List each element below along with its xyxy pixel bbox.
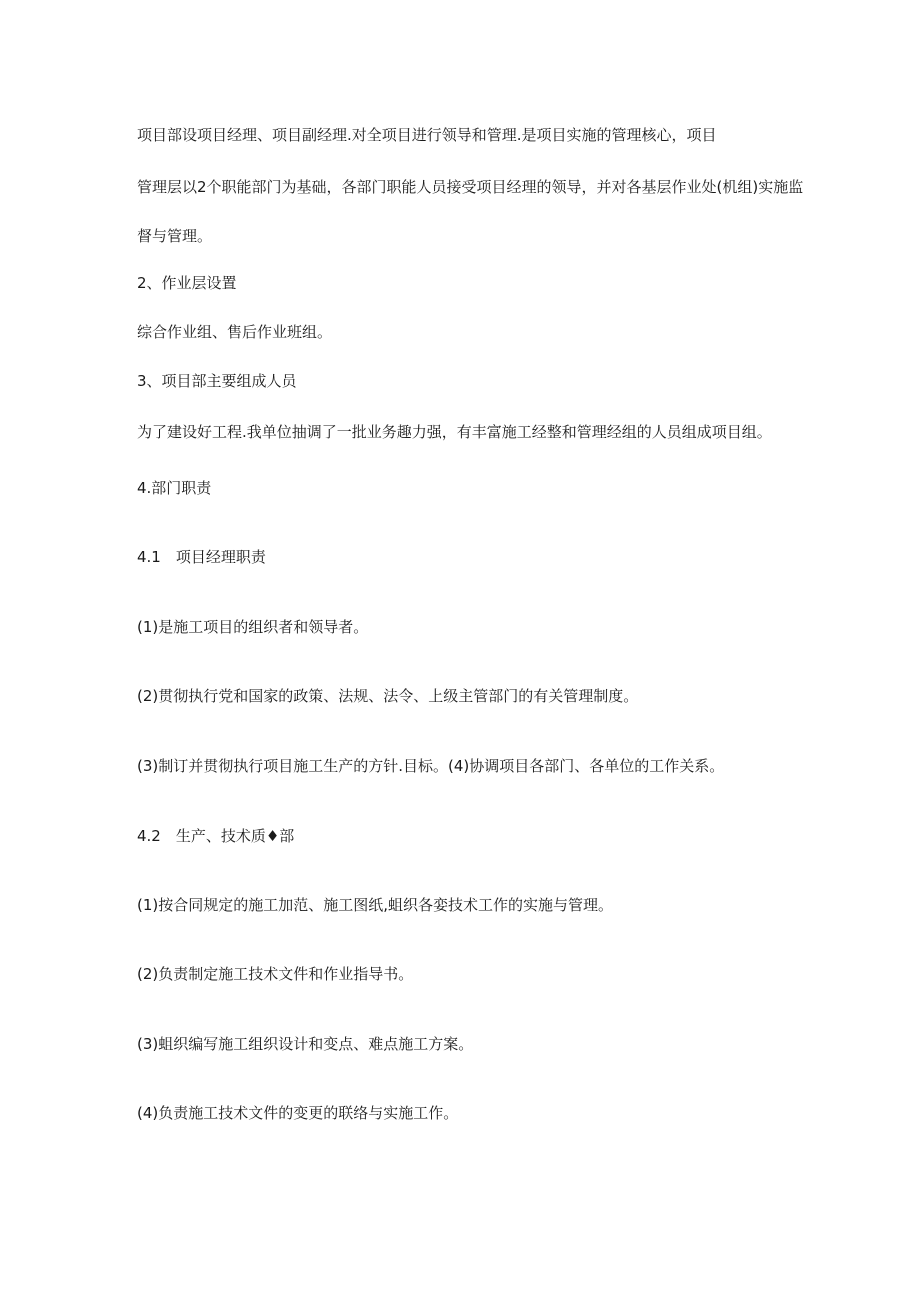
list-item: (4)负责施工技术文件的变更的联络与实施工作。 [137, 1104, 459, 1122]
subsection-heading: 4.1 项目经理职责 [137, 548, 266, 566]
list-item: (1)按合同规定的施工加范、施工图纸,蛆织各娈技术工作的实施与管理。 [137, 896, 614, 914]
list-item: (2)负责制定施工技术文件和作业指导书。 [137, 965, 414, 983]
subsection-heading: 4.2 生产、技术质♦部 [137, 827, 295, 845]
paragraph-line: 综合作业组、售后作业班组。 [137, 323, 333, 341]
section-heading: 3、项目部主要组成人员 [137, 372, 297, 390]
list-item: (3)蛆织编写施工组织设计和变点、难点施工方案。 [137, 1035, 474, 1053]
list-item: (3)制订并贯彻执行项目施工生产的方针.目标。(4)协调项目各部门、各单位的工作关系。 [137, 757, 725, 775]
list-item: (2)贯彻执行党和国家的政策、法规、法令、上级主管部门的有关管理制度。 [137, 687, 639, 705]
section-heading: 4.部门职责 [137, 479, 212, 497]
list-item: (1)是施工项目的组织者和领导者。 [137, 618, 369, 636]
paragraph-line: 项目部设项目经理、项目副经理.对全项目进行领导和管理.是项目实施的管理核心，项目 [137, 126, 717, 144]
paragraph-line: 管理层以2个职能部门为基础，各部门职能人员接受项目经理的领导，并对各基层作业处(机组)实施监 [137, 178, 804, 196]
paragraph-line: 为了建设好工程.我单位抽调了一批业务趣力强，有丰富施工经整和管理经组的人员组成项目组。 [137, 423, 772, 441]
paragraph-line: 督与管理。 [137, 227, 213, 245]
section-heading: 2、作业层设置 [137, 274, 237, 292]
